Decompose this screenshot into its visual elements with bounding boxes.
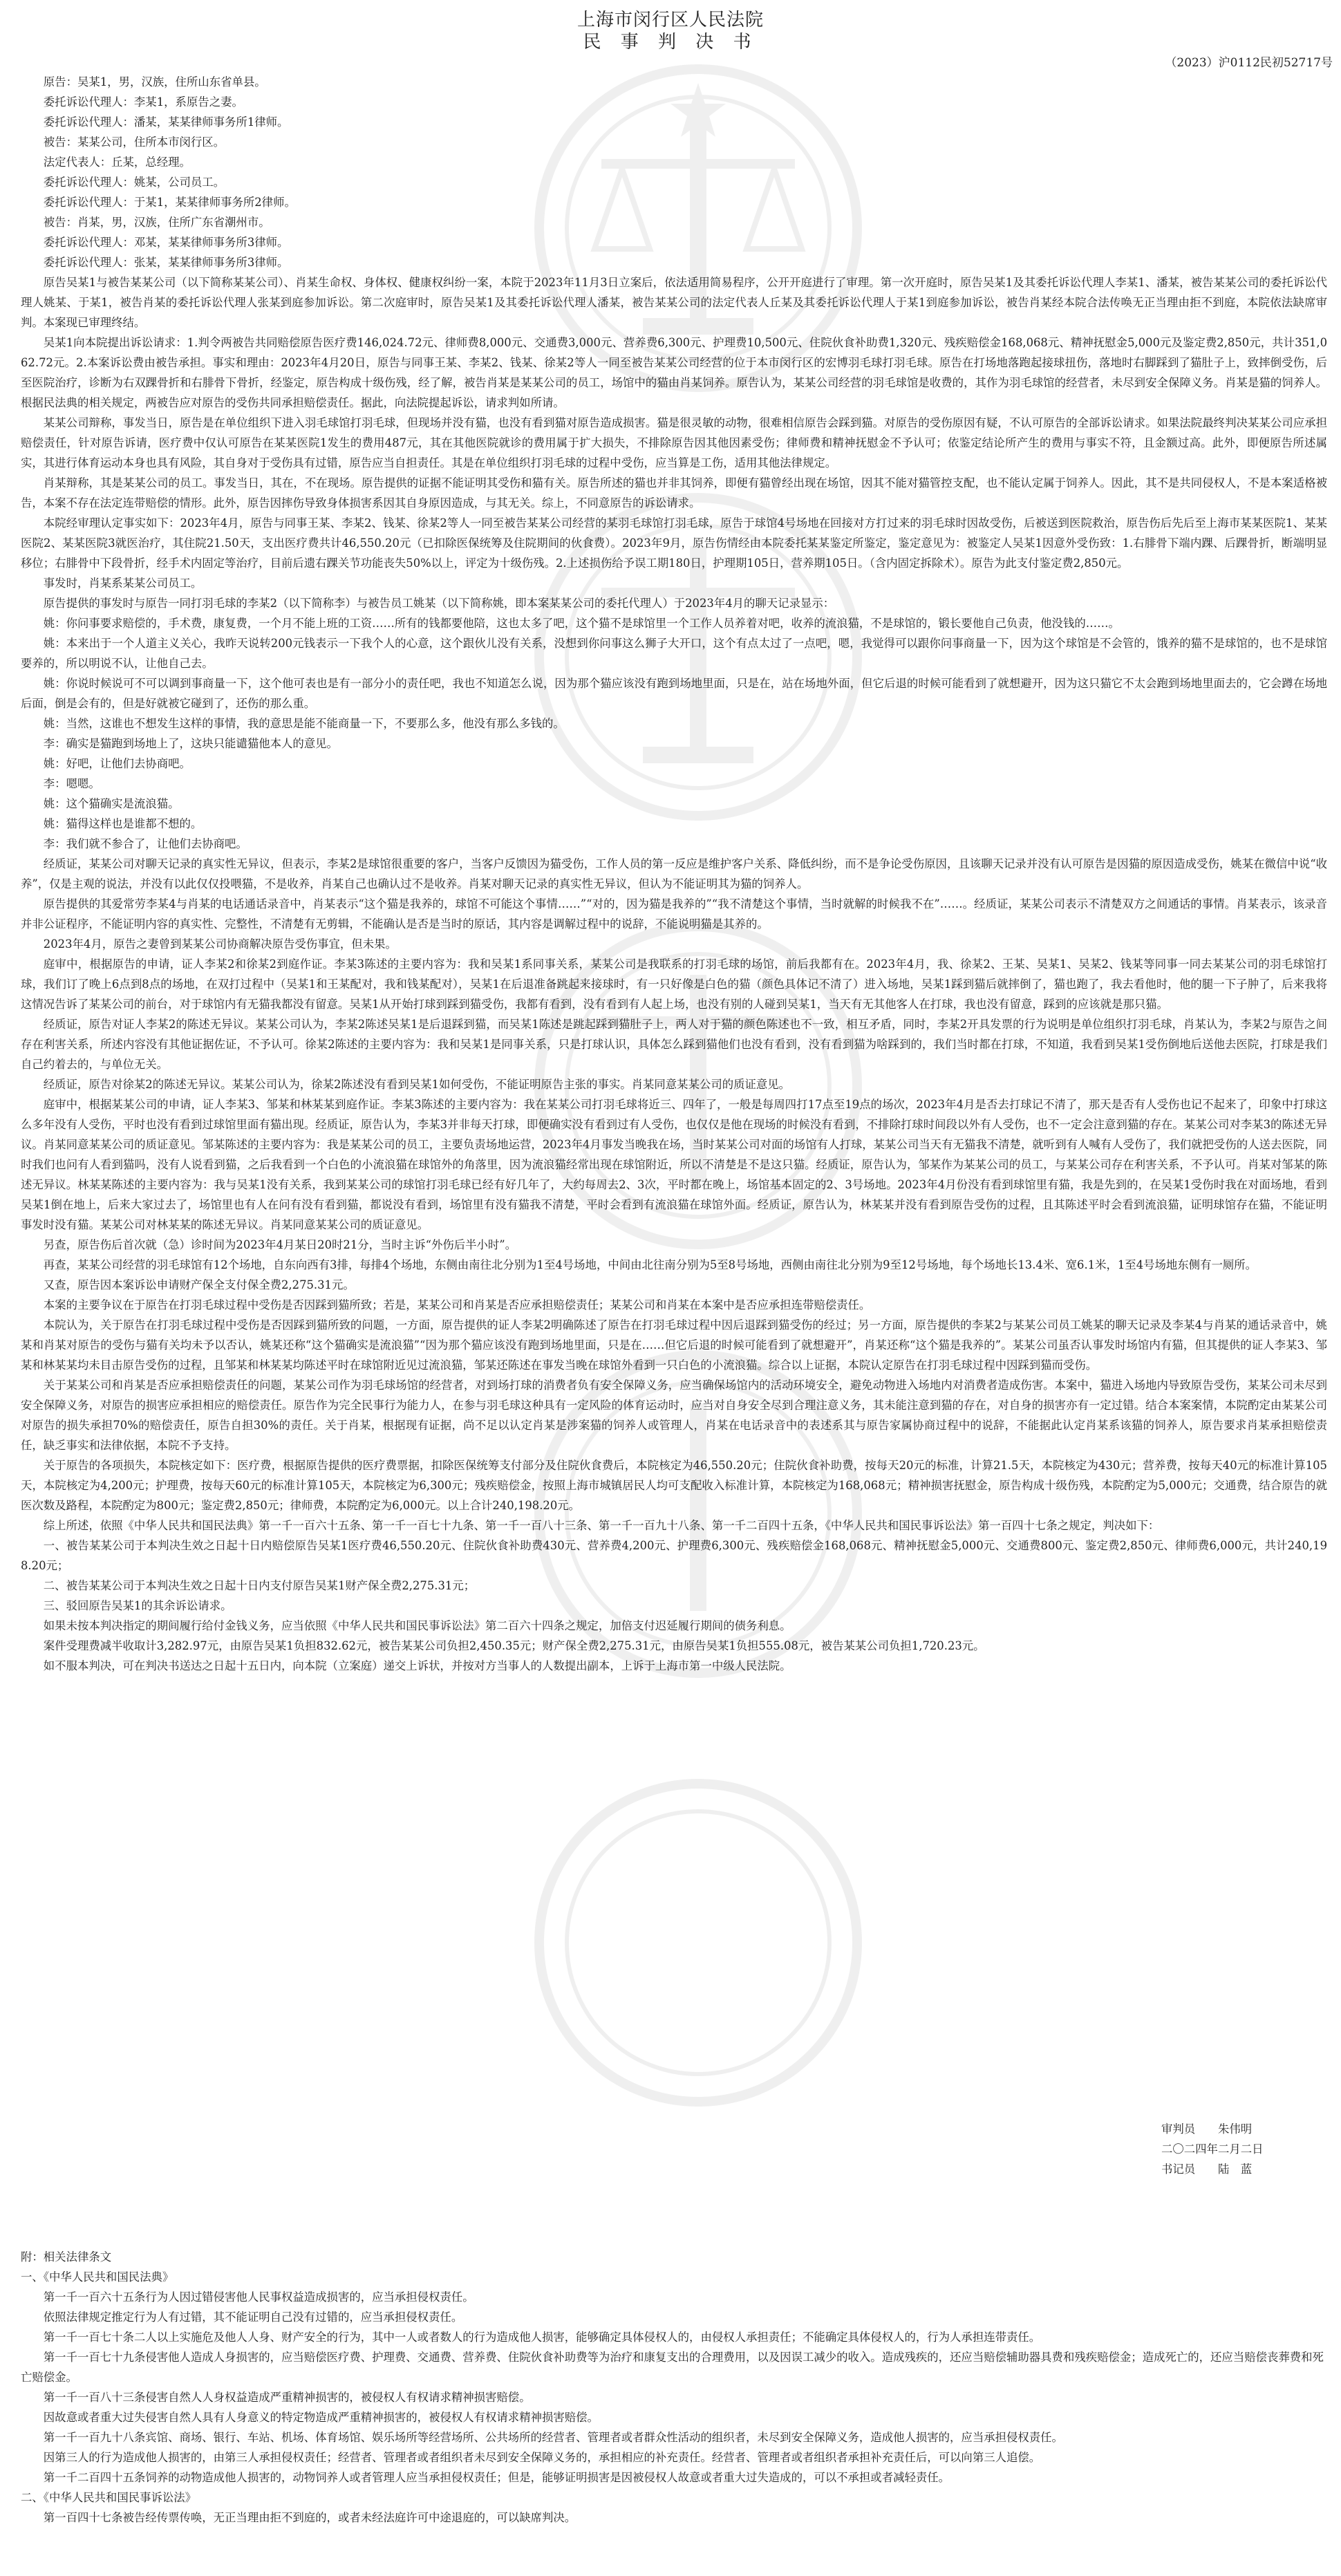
appendix-line: 一、《中华人民共和国民法典》: [21, 2270, 174, 2284]
paragraph: 二、被告某某公司于本判决生效之日起十日内支付原告吴某1财产保全费2,275.31元；: [43, 1579, 476, 1592]
paragraph: 经质证，某某公司对聊天记录的真实性无异议，但表示，李某2是球馆很重要的客户，当客户反馈因为猫受伤，工作人员的第一反应是维护客户关系、降低纠纷，而不是争论受伤原因，且该聊天记录并没有认可原告是因猫的原因造成受伤，姚某在微信中说“收养”，仅是主观的说法，并没有以此仅仅投喂猫，不是收养，肖某自己也确认过不是收养。肖某对聊天记录的真实性无异议，但认为不能证明其为猫的饲养人。: [21, 857, 1327, 890]
paragraph: 姚：你问事要求赔偿的，手术费，康复费，一个月不能上班的工资……所有的钱都要他陪，这也太多了吧，这个猫不是球馆里一个工作人员养着对吧，收养的流浪猫，不是球馆的，锻长要他自己负责，他没钱的……。: [43, 617, 1120, 630]
paragraph: 经质证，原告对徐某2的陈述无异议。某某公司认为，徐某2陈述没有看到吴某1如何受伤，不能证明原告主张的事实。肖某同意某某公司的质证意见。: [43, 1078, 791, 1091]
appendix-line: 第一千一百八十三条侵害自然人人身权益造成严重精神损害的，被侵权人有权请求精神损害赔偿。: [43, 2391, 531, 2404]
paragraph: 本院认为，关于原告在打羽毛球过程中受伤是否因踩到猫所致的问题，一方面，原告提供的证人李某2明确陈述了原告在打羽毛球过程中因后退踩到猫受伤的经过；另一方面，原告提供的李某2与某某公司员工姚某的聊天记录及李某4与肖某的通话录音中，姚某和肖某对原告的受伤与猫有关均未予以否认，姚某还称“这个猫确实是流浪猫”“因为那个猫应该没有跑到场地里面，只是在……但它后退的时候可能看到了就想避开”，肖某还称“这个猫是我养的”。某某公司虽否认事发时场馆内有猫，但其提供的证人李某3、邹某和林某某均未目击原告受伤的过程，且邹某和林某某均陈述平时在球馆附近见过流浪猫，邹某还陈述在事发当晚在球馆外看到一只白色的小流浪猫。综合以上证据，本院认定原告在打羽毛球过程中因踩到猫而受伤。: [21, 1318, 1327, 1372]
clerk-line: 书记员 陆 蓝: [1161, 2163, 1253, 2176]
paragraph: 吴某1向本院提出诉讼请求：1.判令两被告共同赔偿原告医疗费146,024.72元、律师费8,000元、交通费3,000元、营养费6,300元、护理费10,500元、住院伙食补助费1,320元、残疾赔偿金168,068元、精神抚慰金5,000元及鉴定费2,850元，共计351,062.72元。2.本案诉讼费由被告承担。事实和理由：2023年4月20日，原告与同事王某、李某2、钱某、徐某2等人一同至被告某某公司经营的位于本市闵行区的宏博羽毛球打羽毛球。原告在打场地落跑起接球扭伤，落地时右脚踩到了猫肚子上，致摔倒受伤，后至医院治疗，诊断为右双踝骨折和右腓骨下骨折，经鉴定，原告构成十级伤残，经了解，被告肖某是某某公司的员工，场馆中的猫由肖某饲养。原告认为，某某公司经营的羽毛球馆是收费的，其作为羽毛球馆的经营者，未尽到安全保障义务。肖某是猫的饲养人。根据民法典的相关规定，两被告应对原告的受伤共同承担赔偿责任。据此，向法院提起诉讼，请求判如所请。: [21, 336, 1327, 409]
party-list: [21, 72, 1327, 272]
appendix-line: 第一千一百七十九条侵害他人造成人身损害的，应当赔偿医疗费、护理费、交通费、营养费、住院伙食补助费等为治疗和康复支出的合理费用，以及因误工减少的收入。造成残疾的，还应当赔偿辅助器具费和残疾赔偿金；造成死亡的，还应当赔偿丧葬费和死亡赔偿金。: [21, 2351, 1324, 2384]
paragraph: 经质证，原告对证人李某2的陈述无异议。某某公司认为，李某2陈述吴某1是后退踩到猫，而吴某1陈述是跳起踩到猫肚子上，两人对于猫的颜色陈述也不一致，相互矛盾，同时，李某2开具发票的行为说明是单位组织打羽毛球，肖某认为，李某2与原告之间存在利害关系，所述内容没有其他证据佐证，不予认可。徐某2陈述的主要内容为：我和吴某1是同事关系，只是打球认识，具体怎么踩到猫他们也没有看到，没有看到猫为啥踩到的，我们当时都在打球，不知道，我看到吴某1受伤倒地后送他去医院，打球是我们自己约着去的，与单位无关。: [21, 1018, 1327, 1071]
party-line: 委托诉讼代理人：于某1，某某律师事务所2律师。: [43, 196, 296, 209]
party-line: 原告：吴某1，男，汉族，住所山东省单县。: [43, 75, 266, 88]
paragraph: 事发时，肖某系某某公司员工。: [43, 577, 203, 590]
paragraph: 本院经审理认定事实如下：2023年4月，原告与同事王某、李某2、钱某、徐某2等人一同至被告某某公司经营的某羽毛球馆打羽毛球，原告于球馆4号场地在回接对方打过来的羽毛球时因故受伤，后被送到医院救治，原告伤后先后至上海市某某医院1、某某医院2、某某医院3就医治疗，其住院21.50天，支出医疗费共计46,550.20元（已扣除医保统筹及住院期间的伙食费）。2023年9月，原告伤情经由本院委托某某鉴定所鉴定，鉴定意见为：被鉴定人吴某1因意外受伤致：1.右腓骨下端内踝、后踝骨折，断端明显移位；右腓骨中下段骨折，经手术内固定等治疗，目前后遗右踝关节功能丧失50%以上，评定为十级伤残。2.上述损伤给予误工期180日，护理期105日，营养期105日。（含内固定拆除术）。原告为此支付鉴定费2,850元。: [21, 516, 1327, 570]
appendix-line: 第一百四十七条被告经传票传唤，无正当理由拒不到庭的，或者未经法庭许可中途退庭的，可以缺席判决。: [43, 2511, 576, 2524]
paragraph: 关于某某公司和肖某是否应承担赔偿责任的问题，某某公司作为羽毛球场馆的经营者，对到场打球的消费者负有安全保障义务，应当确保场馆内的活动环境安全，避免动物进入场地内对消费者造成伤害。本案中，猫进入场地内导致原告受伤，某某公司未尽到安全保障义务，对原告的损害应承担相应的赔偿责任。原告作为完全民事行为能力人，在参与羽毛球这种具有一定风险的体育运动时，应当对自身安全尽到合理注意义务，其未能注意到猫的存在，对自身的损害亦有一定过错。结合本案案情，本院酌定由某某公司对原告的损失承担70%的赔偿责任，原告自担30%的责任。关于肖某，根据现有证据，尚不足以认定肖某是涉案猫的饲养人或管理人，肖某在电话录音中的表述系其与原告家属协商过程中的说辞，不能据此认定肖某系该猫的饲养人，原告要求肖某承担赔偿责任，缺乏事实和法律依据，本院不予支持。: [21, 1379, 1327, 1452]
paragraph: 一、被告某某公司于本判决生效之日起十日内赔偿原告吴某1医疗费46,550.20元、住院伙食补助费430元、营养费4,200元、护理费6,300元、残疾赔偿金168,068元、精神抚慰金5,000元、交通费800元、鉴定费2,850元、律师费6,000元，共计240,198.20元；: [21, 1539, 1327, 1572]
appendix-line: 第一千一百七十条二人以上实施危及他人人身、财产安全的行为，其中一人或者数人的行为造成他人损害，能够确定具体侵权人的，由侵权人承担责任；不能确定具体侵权人的，行为人承担连带责任。: [43, 2331, 1041, 2344]
paragraph: 综上所述，依照《中华人民共和国民法典》第一千一百六十五条、第一千一百七十九条、第一千一百八十三条、第一千一百九十八条、第一千二百四十五条，《中华人民共和国民事诉讼法》第一百四十七条之规定，判决如下：: [43, 1519, 1160, 1532]
paragraph: 原告吴某1与被告某某公司（以下简称某某公司）、肖某生命权、身体权、健康权纠纷一案，本院于2023年11月3日立案后，依法适用简易程序，公开开庭进行了审理。第一次开庭时，原告吴某1及其委托诉讼代理人李某1、潘某，被告某某公司的委托诉讼代理人姚某、于某1，被告肖某的委托诉讼代理人张某到庭参加诉讼。第二次庭审时，原告吴某1及其委托诉讼代理人潘某，被告某某公司的法定代表人丘某及其委托诉讼代理人于某1到庭参加诉讼，被告肖某经本院合法传唤无正当理由拒不到庭，本院依法缺席审判。本案现已审理终结。: [21, 276, 1327, 329]
party-line: 被告：某某公司，住所本市闵行区。: [43, 136, 225, 149]
appendix-line: 因故意或者重大过失侵害自然人具有人身意义的特定物造成严重精神损害的，被侵权人有权请求精神损害赔偿。: [43, 2411, 599, 2424]
paragraph: 2023年4月，原告之妻曾到某某公司协商解决原告受伤事宜，但未果。: [43, 937, 397, 951]
court-name: 上海市闵行区人民法院: [576, 10, 764, 30]
party-line: 委托诉讼代理人：张某，某某律师事务所3律师。: [43, 256, 289, 269]
signature-block: [1161, 2119, 1327, 2179]
paragraph: 关于原告的各项损失，本院核定如下：医疗费，根据原告提供的医疗费票据，扣除医保统筹支付部分及住院伙食费后，本院核定为46,550.20元；住院伙食补助费，按每天20元的标准，计算21.5天，本院核定为430元；营养费，按每天40元的标准计算105天，本院核定为4,200元；护理费，按每天60元的标准计算105天，本院核定为6,300元；残疾赔偿金，按照上海市城镇居民人均可支配收入标准计算，本院核定为168,068元；精神损害抚慰金，原告构成十级伤残，本院酌定为5,000元；交通费，结合原告的就医次数及路程，本院酌定为800元；鉴定费2,850元；律师费，本院酌定为6,000元。以上合计240,198.20元。: [21, 1459, 1327, 1512]
paragraph: 另查，原告伤后首次就（急）诊时间为2023年4月某日20时21分，当时主诉“外伤后半小时”。: [43, 1238, 517, 1251]
paragraph: 庭审中，根据某某公司的申请，证人李某3、邹某和林某某到庭作证。李某3陈述的主要内容为：我在某某公司打羽毛球将近三、四年了，一般是每周四打17点至19点的场次，2023年4月是否去打球记不清了，那天是否有人受伤也记不起来了，印象中打球这么多年没有人受伤，平时也没有看到过球馆里面有猫出现。经质证，原告认为，李某3并非每天打球，即便确实没有看到过有人受伤，也仅仅是他在现场的时候没有看到，不排除打球时间段以外有人受伤，也不一定会注意到猫的存在。某某公司对李某3的陈述无异议。肖某同意某某公司的质证意见。邹某陈述的主要内容为：我是某某公司的员工，主要负责场地运营，2023年4月事发当晚我在场，当时某某公司对面的场馆有人打球，某某公司当天有无猫我不清楚，就听到有人喊有人受伤了，我们就把受伤的人送去医院，同时我们也问有人看到猫吗，没有人说看到猫，之后我看到一个白色的小流浪猫在球馆外的角落里，因为流浪猫经常出现在球馆附近，所以不清楚是不是这只猫。经质证，原告认为，邹某作为某某公司的员工，与某某公司存在利害关系，不予认可。肖某对邹某的陈述无异议。林某某陈述的主要内容为：我与吴某1没有关系，我到某某公司的球馆打羽毛球已经有好几年了，大约每周去2、3次，平时都在晚上，场馆基本固定的2、3号场地。2023年4月份没有看到球馆里有猫，我是先到的，在吴某1受伤时我在对面场地，看到吴某1倒在地上，后来大家过去了，场馆里也有人在问有没有看到猫，都说没有看到，场馆里有没有猫我不清楚，平时会看到有流浪猫在球馆外面。经质证，原告认为，林某某并没有看到原告受伤的过程，且其陈述平时会看到流浪猫，证明球馆存在猫，不能证明事发时没有猫。某某公司对林某某的陈述无异议。肖某同意某某公司的质证意见。: [21, 1098, 1327, 1231]
court-emblem-icon: [518, 1756, 878, 2143]
party-line: 委托诉讼代理人：潘某，某某律师事务所1律师。: [43, 115, 289, 129]
paragraph: 姚：你说时候说可不可以调到事商量一下，这个他可表也是有一部分小的责任吧，我也不知道怎么说，因为那个猫应该没有跑到场地里面，只是在，站在场地外面，但它后退的时候可能看到了就想避开，因为这只猫它不太会跑到场地里面去的，它会蹲在场地后面，倒是会有的，但是好就被它碰到了，还伤的那么重。: [21, 677, 1327, 710]
appendix-line: 第一千二百四十五条饲养的动物造成他人损害的，动物饲养人或者管理人应当承担侵权责任；但是，能够证明损害是因被侵权人故意或者重大过失造成的，可以不承担或者减轻责任。: [43, 2471, 950, 2484]
paragraph: 原告提供的其爱常劳李某4与肖某的电话通话录音中，肖某表示“这个猫是我养的，球馆不可能这个事情……”“对的，因为猫是我养的”“我不清楚这个事情，当时就解的时候我不在”……。经质证，某某公司表示不清楚双方之间通话的事情。肖某表示，该录音并非公证程序，不能证明内容的真实性、完整性，不清楚有无剪辑，不能确认是否是当时的原话，其内容是调解过程中的说辞，不能说明猫是其养的。: [21, 897, 1327, 931]
party-line: 法定代表人：丘某，总经理。: [43, 156, 191, 169]
paragraph: 李：我们就不参合了，让他们去协商吧。: [43, 837, 247, 850]
document-title: 民 事 判 决 书: [583, 32, 758, 53]
paragraph: 本案的主要争议在于原告在打羽毛球过程中受伤是否因踩到猫所致；若是，某某公司和肖某是否应承担赔偿责任；某某公司和肖某在本案中是否应承担连带赔偿责任。: [43, 1298, 871, 1312]
paragraph: 姚：猫得这样也是谁都不想的。: [43, 817, 203, 830]
paragraph: 某某公司辩称，事发当日，原告是在单位组织下进入羽毛球馆打羽毛球，但现场并没有猫，也没有看到猫对原告造成损害。猫是很灵敏的动物，很难相信原告会踩到猫。对原告的受伤原因有疑，不认可原告的全部诉讼请求。如果法院最终判决某某公司应承担赔偿责任，针对原告诉请，医疗费中仅认可原告在某某医院1发生的费用487元，其在其他医院就诊的费用属于扩大损失，不排除原告因其他因素受伤；律师费和精神抚慰金不予认可；依鉴定结论所产生的费用与事实不符，且金额过高。此外，即便原告所述属实，其进行体育运动本身也具有风险，其自身对于受伤具有过错，原告应当自担责任。其是在单位组织打羽毛球的过程中受伤，应当算是工伤，适用其他法律规定。: [21, 416, 1327, 469]
law-appendix: [21, 2247, 1327, 2528]
paragraph: 李：确实是猫跑到场地上了，这块只能谴猫他本人的意见。: [43, 737, 338, 750]
paragraph: 案件受理费减半收取计3,282.97元，由原告吴某1负担832.62元，被告某某公司负担2,450.35元；财产保全费2,275.31元，由原告吴某1负担555.08元，被告某某公司负担1,720.23元。: [43, 1639, 985, 1652]
paragraph: 如不服本判决，可在判决书送达之日起十五日内，向本院（立案庭）递交上诉状，并按对方当事人的人数提出副本，上诉于上海市第一中级人民法院。: [43, 1659, 791, 1672]
paragraph: 肖某辩称，其是某某公司的员工。事发当日，其在，不在现场。原告提供的证据不能证明其受伤和猫有关。原告所述的猫也并非其饲养，即便有猫曾经出现在场馆，因其不能对猫管控支配，也不能认定属于饲养人。因此，其不是共同侵权人，不是本案适格被告，本案不存在法定连带赔偿的情形。此外，原告因摔伤导致身体损害系因其自身原因造成，与其无关。综上，不同意原告的诉讼请求。: [21, 476, 1327, 510]
judgment-paragraphs: [21, 272, 1327, 1676]
party-line: 被告：肖某，男，汉族，住所广东省潮州市。: [43, 216, 270, 229]
paragraph: 李：嗯嗯。: [43, 777, 100, 790]
paragraph: 又查，原告因本案诉讼申请财产保全支付保全费2,275.31元。: [43, 1278, 355, 1291]
date-line: 二〇二四年二月二日: [1161, 2143, 1264, 2156]
appendix-line: 依照法律规定推定行为人有过错，其不能证明自己没有过错的，应当承担侵权责任。: [43, 2311, 463, 2324]
party-line: 委托诉讼代理人：李某1，系原告之妻。: [43, 95, 243, 109]
appendix-line: 因第三人的行为造成他人损害的，由第三人承担侵权责任；经营者、管理者或者组织者未尽到安全保障义务的，承担相应的补充责任。经营者、管理者或者组织者承担补充责任后，可以向第三人追偿。: [43, 2451, 1041, 2464]
paragraph: 庭审中，根据原告的申请，证人李某2和徐某2到庭作证。李某3陈述的主要内容为：我和吴某1系同事关系，某某公司是我联系的打羽毛球的场馆，前后我都有在。2023年4月，我、徐某2、王某、吴某1、吴某2、钱某等同事一同去某某公司的羽毛球馆打球，我们订了晚上6点到8点的场地，在双打过程中（吴某1和王某配对，我和钱某配对），吴某1在后退准备跳起来接球时，有一只好像是白色的猫（颜色具体记不清了）进入场地，吴某1踩到猫后就摔倒了，猫也跑了，我去看他时，他的腿一下子肿了，后来我将这情况告诉了某某公司的前台，对于球馆内有无猫我都没有留意。吴某1从开始打球到踩到猫受伤，我都有看到，没有看到有人起上场，也没有别的人碰到吴某1，当天有无其他客人在打球，我也没有留意，踩到的应该就是那只猫。: [21, 958, 1327, 1011]
appendix-line: 第一千一百九十八条宾馆、商场、银行、车站、机场、体育场馆、娱乐场所等经营场所、公共场所的经营者、管理者或者群众性活动的组织者，未尽到安全保障义务，造成他人损害的，应当承担侵权责任。: [43, 2431, 1063, 2444]
paragraph: 姚：本来出于一个人道主义关心，我昨天说转200元钱表示一下我个人的心意，这个跟伙儿没有关系，没想到你问事这么狮子大开口，这个有点太过了一点吧，嗯，我觉得可以跟你问事商量一下，因为这个球馆是不会管的，饿养的猫不是球馆的，也不是球馆要养的，所以明说不认，让他自己去。: [21, 637, 1327, 670]
party-line: 委托诉讼代理人：姚某，公司员工。: [43, 176, 225, 189]
paragraph: 姚：这个猫确实是流浪猫。: [43, 797, 180, 810]
party-line: 委托诉讼代理人：邓某，某某律师事务所3律师。: [43, 236, 289, 249]
paragraph: 原告提供的事发时与原告一同打羽毛球的李某2（以下简称李）与被告员工姚某（以下简称姚，即本案某某公司的委托代理人）于2023年4月的聊天记录显示：: [43, 597, 835, 610]
appendix-line: 附：相关法律条文: [21, 2250, 112, 2264]
judge-line: 审判员 朱伟明: [1161, 2122, 1253, 2136]
judgment-body: [21, 72, 1327, 1676]
paragraph: 姚：好吧，让他们去协商吧。: [43, 757, 191, 770]
appendix-line: 二、《中华人民共和国民事诉讼法》: [21, 2491, 197, 2504]
paragraph: 姚：当然，这谁也不想发生这样的事情，我的意思是能不能商量一下，不要那么多，他没有那么多钱的。: [43, 717, 565, 730]
appendix-line: 第一千一百六十五条行为人因过错侵害他人民事权益造成损害的，应当承担侵权责任。: [43, 2290, 474, 2304]
paragraph: 三、驳回原告吴某1的其余诉讼请求。: [43, 1599, 232, 1612]
case-number: （2023）沪0112民初52717号: [1165, 56, 1333, 70]
paragraph: 再查，某某公司经营的羽毛球馆有12个场地，自东向西有3排，每排4个场地，东侧由南往北分别为1至4号场地，中间由北往南分别为5至8号场地，西侧由南往北分别为9至12号场地，每个场地长13.4米、宽6.1米，1至4号场地东侧有一厕所。: [43, 1258, 1257, 1271]
paragraph: 如果未按本判决指定的期间履行给付金钱义务，应当依照《中华人民共和国民事诉讼法》第二百六十四条之规定，加倍支付迟延履行期间的债务利息。: [43, 1619, 791, 1632]
